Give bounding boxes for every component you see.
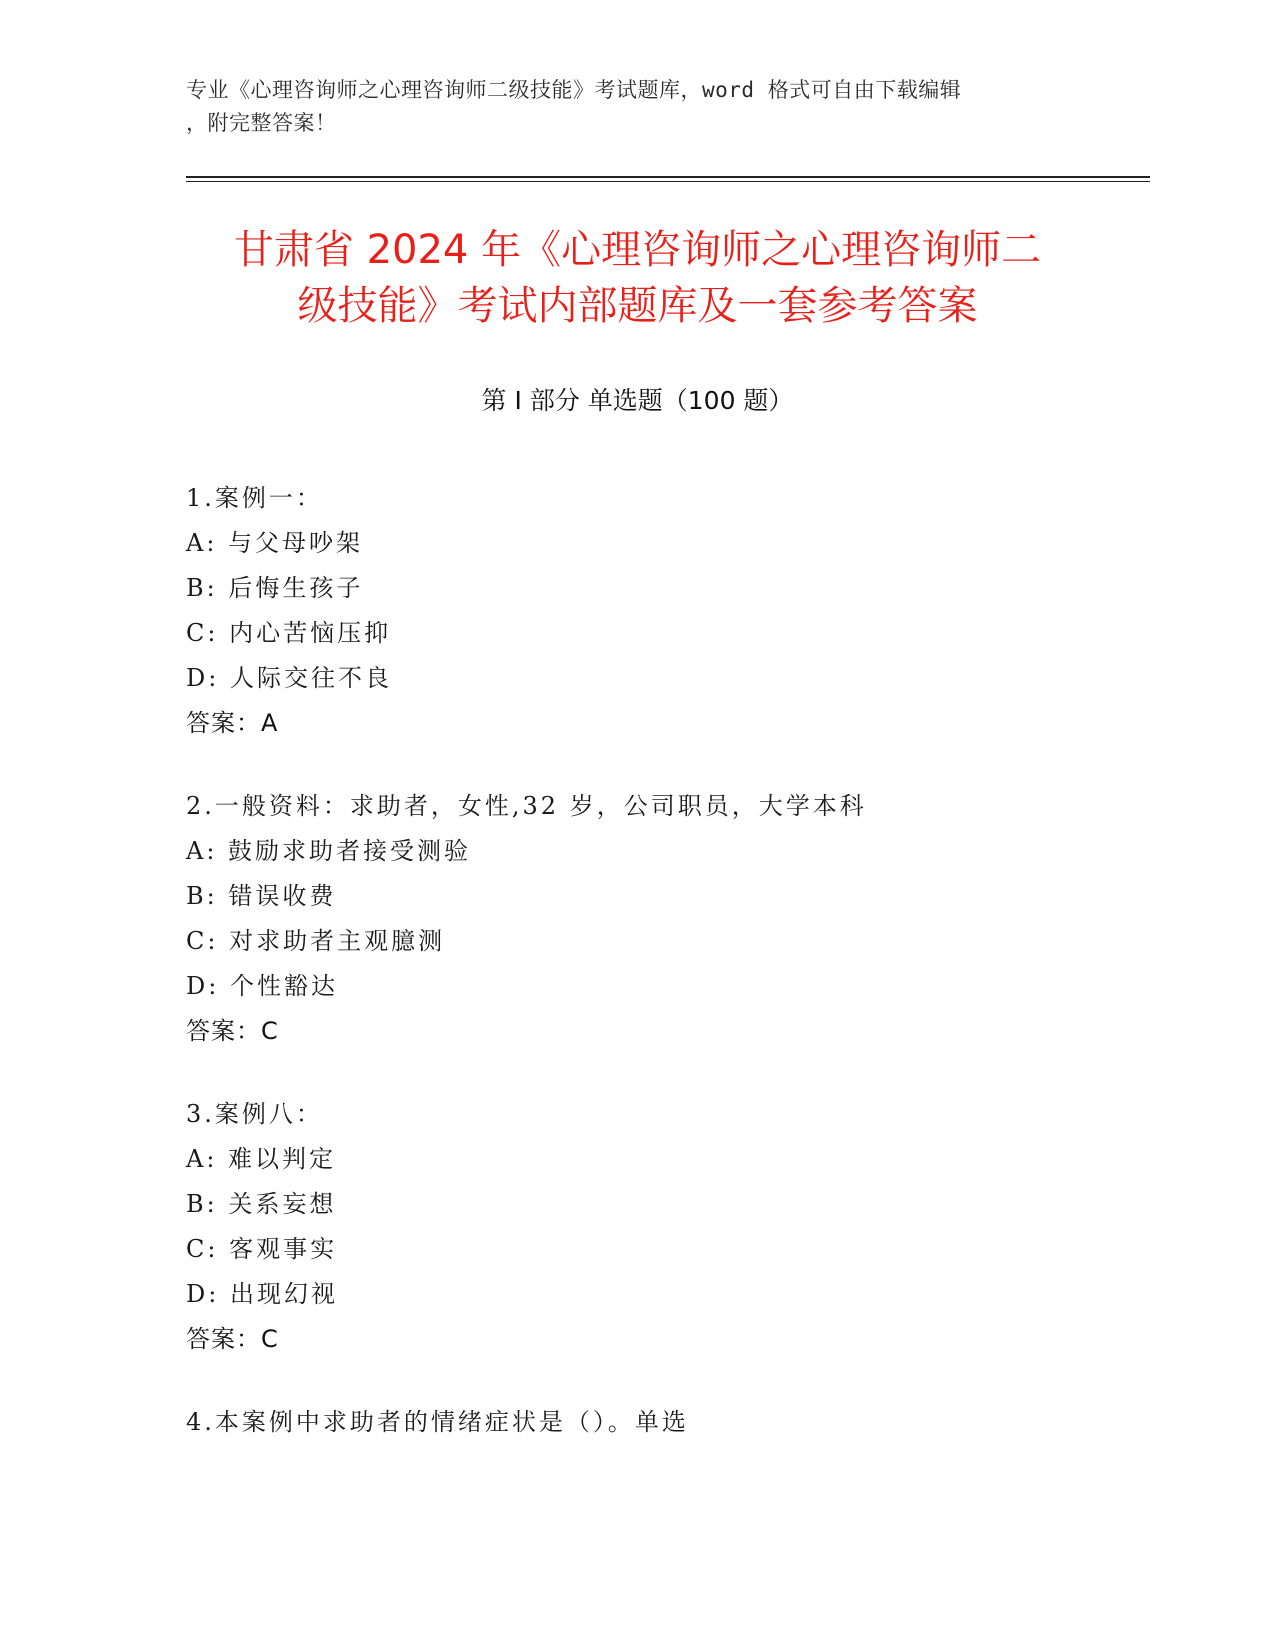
- option-c: C: 对求助者主观臆测: [186, 927, 446, 955]
- option-b: B: 关系妄想: [186, 1190, 337, 1218]
- option-a: A: 鼓励求助者接受测验: [186, 837, 472, 865]
- option-b: B: 错误收费: [186, 882, 337, 910]
- header-rule-thick: [186, 176, 1150, 178]
- question-list: [186, 476, 1136, 1483]
- option-b: B: 后悔生孩子: [186, 574, 364, 602]
- answer: 答案：A: [186, 709, 279, 737]
- document-title: [150, 222, 1125, 334]
- document-title-line-2: 级技能》考试内部题库及一套参考答案: [297, 283, 978, 329]
- question-1: [186, 476, 1136, 746]
- header-note-line-1: 专业《心理咨询师之心理咨询师二级技能》考试题库，word 格式可自由下载编辑: [186, 78, 962, 102]
- option-c: C: 客观事实: [186, 1235, 338, 1263]
- question-4: [186, 1400, 1136, 1445]
- option-c: C: 内心苦恼压抑: [186, 619, 392, 647]
- question-stem: 4.本案例中求助者的情绪症状是（）。单选: [186, 1408, 689, 1436]
- option-d: D: 个性豁达: [186, 972, 338, 1000]
- header-rule-thin: [186, 181, 1150, 182]
- option-d: D: 人际交往不良: [186, 664, 392, 692]
- document-title-line-1: 甘肃省 2024 年《心理咨询师之心理咨询师二: [233, 227, 1042, 273]
- question-2: [186, 784, 1136, 1054]
- question-stem: 3.案例八：: [186, 1100, 323, 1128]
- option-d: D: 出现幻视: [186, 1280, 338, 1308]
- section-title: 第 I 部分 单选题（100 题）: [481, 386, 794, 415]
- header-note-line-2: ，附完整答案！: [186, 111, 337, 135]
- answer: 答案：C: [186, 1017, 279, 1045]
- question-stem: 1.案例一：: [186, 484, 323, 512]
- question-stem: 2.一般资料：求助者，女性,32 岁，公司职员，大学本科: [186, 792, 867, 820]
- option-a: A: 与父母吵架: [186, 529, 364, 557]
- header-note: [186, 74, 1086, 140]
- question-3: [186, 1092, 1136, 1362]
- option-a: A: 难以判定: [186, 1145, 337, 1173]
- answer: 答案：C: [186, 1325, 279, 1353]
